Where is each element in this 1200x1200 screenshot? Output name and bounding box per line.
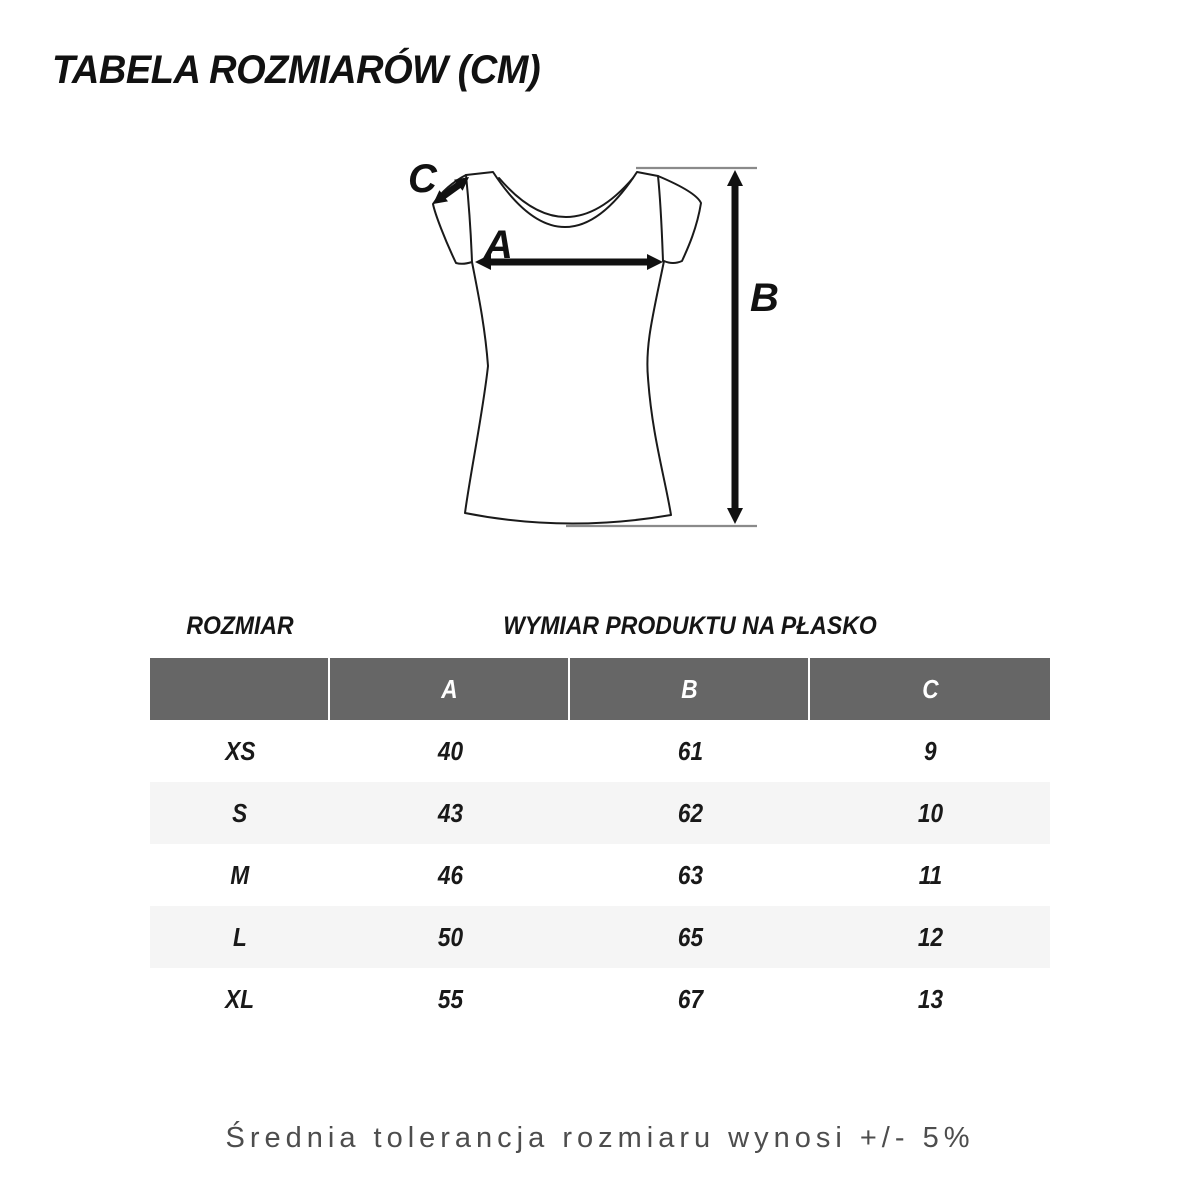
value-cell-xl-b: 67 [677,983,703,1014]
col-header-b: B [570,658,810,720]
size-cell-xs: XS [224,735,256,766]
measure-label-a: A [484,223,513,267]
value-cell-s-c: 10 [810,782,1050,844]
measure-arrow-b [727,170,743,524]
value-cell-xs-c: 9 [923,735,937,766]
value-cell-s-b: 62 [570,782,810,844]
header-empty-cell [150,658,330,720]
size-cell-m: M [230,859,250,890]
tshirt-diagram [375,138,805,563]
value-cell-l-b: 65 [570,906,810,968]
size-column-label: ROZMIAR [186,612,294,640]
value-cell-m-b: 63 [677,859,703,890]
value-cell-m-c: 11 [918,859,942,890]
page-title: TABELA ROZMIARÓW (CM) [52,48,541,92]
col-header-c: C [810,658,1050,720]
measure-label-c: C [408,157,437,201]
col-header-a: A [330,658,570,720]
value-cell-xs-b: 61 [677,735,703,766]
size-cell-xl: XL [225,983,255,1014]
value-cell-xl-a: 55 [437,983,463,1014]
value-cell-xl-c: 13 [917,983,943,1014]
size-table [150,658,1050,1030]
value-cell-l-c: 12 [810,906,1050,968]
measure-columns-label: WYMIAR PRODUKTU NA PŁASKO [503,612,877,640]
value-cell-xs-a: 40 [437,735,463,766]
tshirt-outline [433,172,701,524]
tolerance-note: Średnia tolerancja rozmiaru wynosi +/- 5% [225,1122,975,1154]
size-cell-s: S [150,782,330,844]
value-cell-l-a: 50 [330,906,570,968]
value-cell-s-a: 43 [330,782,570,844]
value-cell-m-a: 46 [437,859,463,890]
measure-label-b: B [750,276,779,320]
size-cell-l: L [150,906,330,968]
